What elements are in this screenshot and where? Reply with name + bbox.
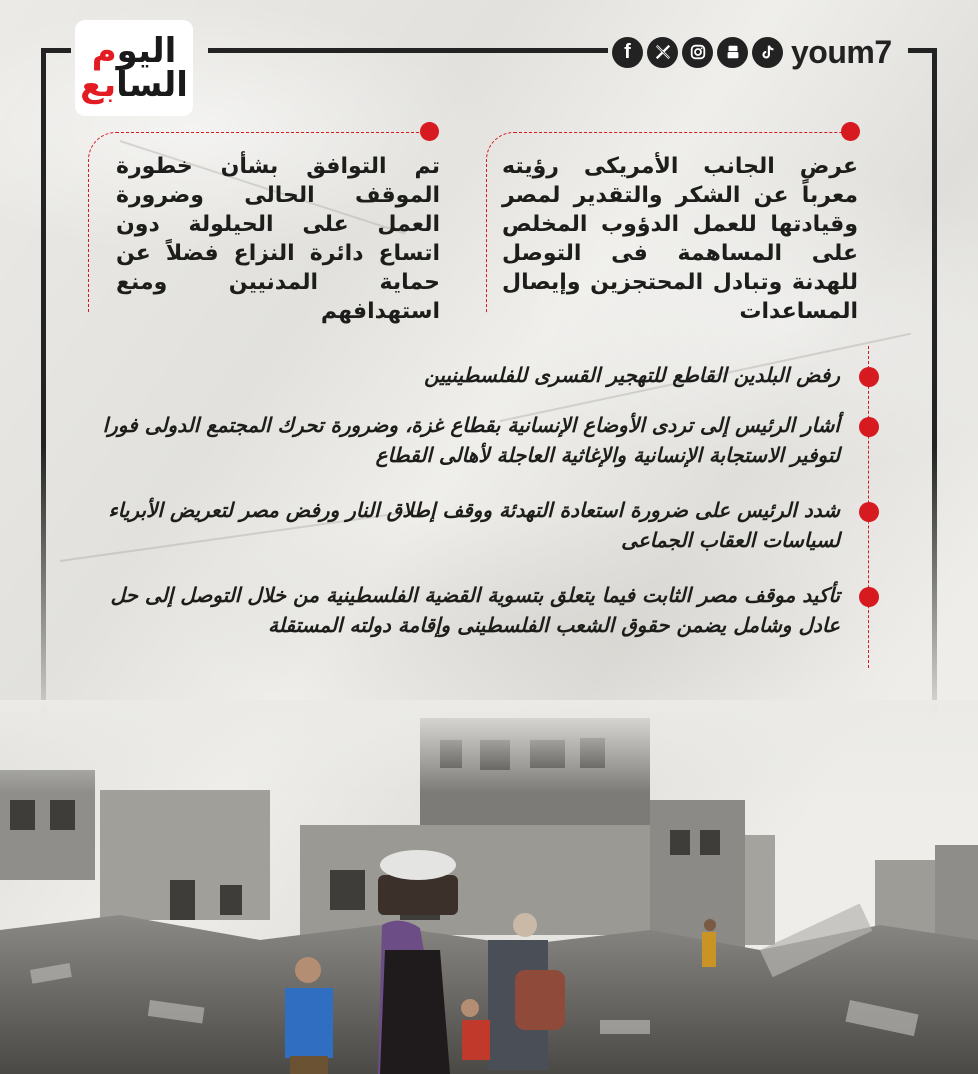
- logo-line-2: [80, 65, 188, 105]
- red-dot-marker: [420, 122, 439, 141]
- timeline-bullet: [859, 587, 879, 607]
- x-logo-glyph: [654, 43, 672, 61]
- timeline-bullet: [859, 502, 879, 522]
- logo-text-red: بع: [80, 65, 117, 105]
- tiktok-icon[interactable]: [752, 37, 783, 68]
- frame-right-corner: [908, 48, 937, 53]
- timeline-bullet: [859, 367, 879, 387]
- brand-name: youm7: [791, 33, 892, 70]
- timeline-bullet: [859, 417, 879, 437]
- logo-text-black: السا: [116, 65, 188, 105]
- rubble-photo: [0, 700, 978, 1074]
- destroyed-city-illustration: [0, 700, 978, 1074]
- tiktok-glyph: [759, 43, 777, 61]
- info-box-right: [478, 122, 868, 322]
- youm7-logo[interactable]: [75, 20, 193, 116]
- x-icon[interactable]: [647, 37, 678, 68]
- social-bar: [612, 34, 892, 70]
- timeline-item-1: رفض البلدين القاطع للتهجير القسرى للفلسطينيين: [424, 363, 840, 387]
- logo-text-black: اليو: [116, 31, 177, 71]
- logo-text-red: م: [91, 31, 117, 71]
- instagram-icon[interactable]: [682, 37, 713, 68]
- frame-top-border: [208, 48, 608, 53]
- frame-left-corner: [41, 48, 71, 53]
- timeline-item-3: شدد الرئيس على ضرورة استعادة التهدئة ووقف إطلاق النار ورفض مصر لتعريض الأبرياء لسياسات العقاب الجماعى: [108, 498, 840, 552]
- frame-right-border: [932, 48, 937, 713]
- youtube-icon[interactable]: [717, 37, 748, 68]
- youtube-glyph: [724, 43, 742, 61]
- info-box-left-text: تم التوافق بشأن خطورة الموقف الحالى وضرورة العمل على الحيلولة دون اتساع دائرة النزاع فضلاً عن حماية المدنيين ومنع استهدافهم: [116, 154, 440, 324]
- red-dot-marker: [841, 122, 860, 141]
- timeline-item-4: تأكيد موقف مصر الثابت فيما يتعلق بتسوية القضية الفلسطينية من خلال التوصل إلى حل عادل وشامل يضمن حقوق الشعب الفلسطينى وإقامة دولته المستقلة: [110, 583, 840, 637]
- timeline-item-2: أشار الرئيس إلى تردى الأوضاع الإنسانية بقطاع غزة، وضرورة تحرك المجتمع الدولى فورا لتوفير الاستجابة الإنسانية والإغاثية العاجلة لأهالى القطاع: [102, 413, 840, 467]
- info-box-right-text: عرض الجانب الأمريكى رؤيته معرباً عن الشكر والتقدير لمصر وقيادتها للعمل الدؤوب المخلص على المساهمة فى التوصل للهدنة وتبادل المحتجزين وإيصال المساعدات: [502, 154, 858, 324]
- info-box-left: [80, 122, 450, 322]
- instagram-glyph: [689, 43, 707, 61]
- facebook-icon[interactable]: [612, 37, 643, 68]
- frame-left-border: [41, 48, 46, 713]
- logo-line-1: [91, 31, 177, 71]
- facebook-glyph: f: [624, 40, 631, 63]
